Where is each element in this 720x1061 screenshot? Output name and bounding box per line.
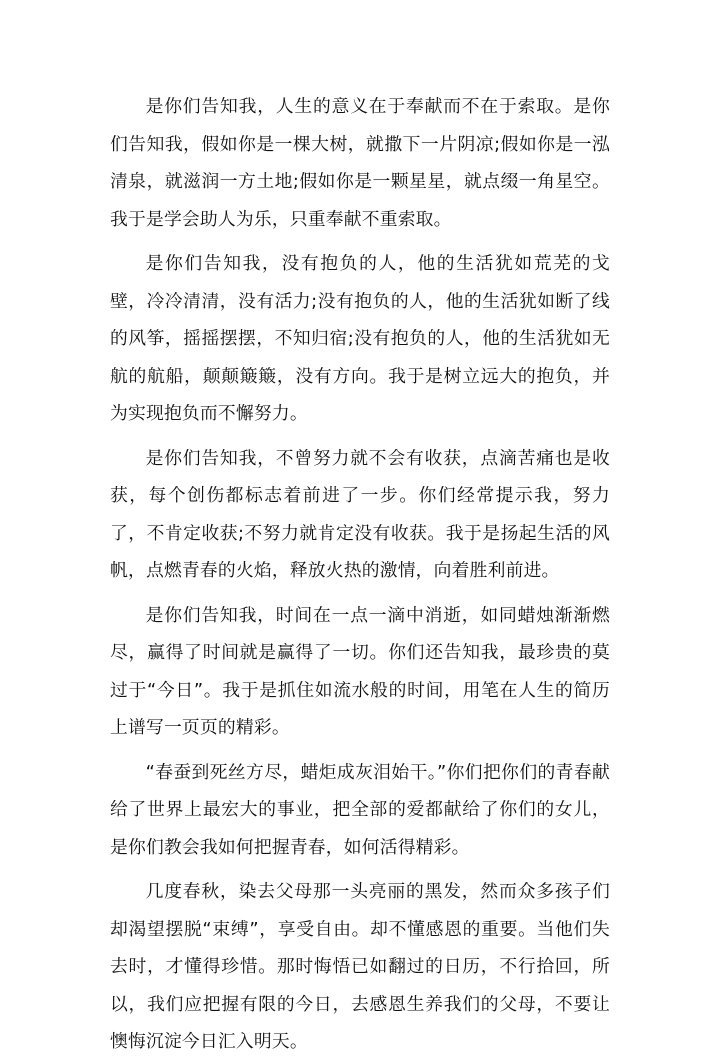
paragraph-5: “春蚕到死丝方尽，蜡炬成灰泪始干。”你们把你们的青春献给了世界上最宏大的事业，把全部的爱都献给了你们的女儿，是你们教会我如何把握青春，如何活得精彩。 xyxy=(110,761,610,858)
paragraph-2: 是你们告知我，没有抱负的人，他的生活犹如荒芜的戈壁，冷冷清清，没有活力;没有抱负的人，他的生活犹如断了线的风筝，摇摇摆摆，不知归宿;没有抱负的人，他的生活犹如无航的航船，颠颠簸簸，没有方向。我于是树立远大的抱负，并为实现抱负而不懈努力。 xyxy=(110,253,610,424)
paragraph-1: 是你们告知我，人生的意义在于奉献而不在于索取。是你们告知我，假如你是一棵大树，就撒下一片阴凉;假如你是一泓清泉，就滋润一方土地;假如你是一颗星星，就点缀一角星空。我于是学会助人为乐，只重奉献不重索取。 xyxy=(110,96,610,230)
paragraph-6: 几度春秋，染去父母那一头亮丽的黑发，然而众多孩子们却渴望摆脱“束缚”，享受自由。却不懂感恩的重要。当他们失去时，才懂得珍惜。那时悔悟已如翻过的日历，不行拾回，所以，我们应把握有限的今日，去感恩生养我们的父母，不要让懊悔沉淀今日汇入明天。 xyxy=(110,881,610,1052)
document-body xyxy=(110,88,610,1061)
paragraph-4: 是你们告知我，时间在一点一滴中消逝，如同蜡烛渐渐燃尽，赢得了时间就是赢得了一切。你们还告知我，最珍贵的莫过于“今日”。我于是抓住如流水般的时间，用笔在人生的简历上谱写一页页的精彩。 xyxy=(110,604,610,738)
paragraph-3: 是你们告知我，不曾努力就不会有收获，点滴苦痛也是收获，每个创伤都标志着前进了一步。你们经常提示我，努力了，不肯定收获;不努力就肯定没有收获。我于是扬起生活的风帆，点燃青春的火焰，释放火热的激情，向着胜利前进。 xyxy=(110,447,610,581)
